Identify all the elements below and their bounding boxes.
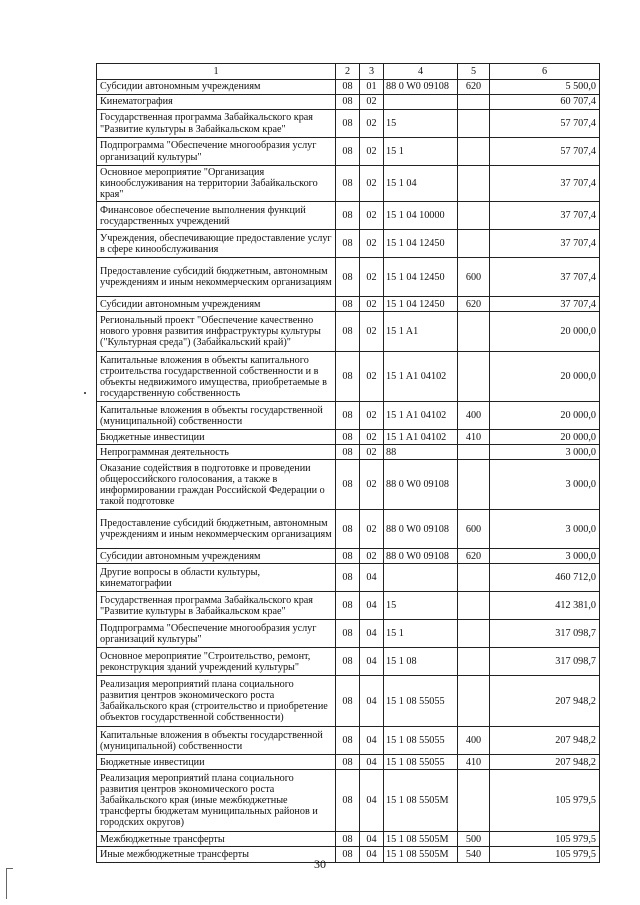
row-label: Финансовое обеспечение выполнения функций государственных учреждений — [97, 202, 336, 230]
expense-type-code — [458, 770, 490, 832]
row-label: Региональный проект "Обеспечение качественно нового уровня развития инфраструктуры культуры ("Культурная среда") (Забайкальский край)" — [97, 312, 336, 352]
amount: 207 948,2 — [490, 676, 600, 727]
table-row — [97, 110, 600, 138]
section-code: 08 — [336, 549, 360, 564]
target-article-code: 88 0 W0 09108 — [384, 549, 458, 564]
table-row — [97, 460, 600, 510]
subsection-code: 02 — [360, 510, 384, 549]
row-label: Бюджетные инвестиции — [97, 430, 336, 445]
section-code: 08 — [336, 755, 360, 770]
section-code: 08 — [336, 430, 360, 445]
page-number: 30 — [314, 857, 326, 871]
target-article-code: 15 1 04 12450 — [384, 258, 458, 297]
target-article-code: 88 — [384, 445, 458, 460]
section-code: 08 — [336, 80, 360, 95]
table-row — [97, 258, 600, 297]
target-article-code — [384, 95, 458, 110]
table-row — [97, 297, 600, 312]
expense-type-code — [458, 564, 490, 592]
amount: 3 000,0 — [490, 510, 600, 549]
header-cell: 5 — [458, 64, 490, 80]
target-article-code: 15 1 A1 04102 — [384, 402, 458, 430]
amount: 105 979,5 — [490, 847, 600, 863]
amount: 3 000,0 — [490, 549, 600, 564]
subsection-code: 04 — [360, 676, 384, 727]
section-code: 08 — [336, 847, 360, 863]
target-article-code: 15 1 04 12450 — [384, 297, 458, 312]
header-cell: 2 — [336, 64, 360, 80]
header-cell: 1 — [97, 64, 336, 80]
row-label: Другие вопросы в области культуры, кинематографии — [97, 564, 336, 592]
subsection-code: 04 — [360, 592, 384, 620]
section-code: 08 — [336, 510, 360, 549]
row-label: Капитальные вложения в объекты государственной (муниципальной) собственности — [97, 727, 336, 755]
target-article-code: 15 1 04 10000 — [384, 202, 458, 230]
row-label: Реализация мероприятий плана социального развития центров экономического роста Забайкальского края (строительство и приобретение объектов государственной собственности) — [97, 676, 336, 727]
amount: 37 707,4 — [490, 297, 600, 312]
target-article-code: 15 1 08 5505М — [384, 832, 458, 847]
subsection-code: 01 — [360, 80, 384, 95]
target-article-code: 15 — [384, 592, 458, 620]
table-row — [97, 832, 600, 847]
row-label: Иные межбюджетные трансферты — [97, 847, 336, 863]
expense-type-code — [458, 202, 490, 230]
scan-mark — [84, 392, 86, 394]
row-label: Предоставление субсидий бюджетным, автономным учреждениям и иным некоммерческим организациям — [97, 258, 336, 297]
row-label: Кинематография — [97, 95, 336, 110]
expense-type-code: 410 — [458, 430, 490, 445]
subsection-code: 02 — [360, 230, 384, 258]
expense-type-code: 600 — [458, 258, 490, 297]
section-code: 08 — [336, 297, 360, 312]
section-code: 08 — [336, 202, 360, 230]
target-article-code: 15 1 08 55055 — [384, 727, 458, 755]
subsection-code: 04 — [360, 620, 384, 648]
target-article-code: 88 0 W0 09108 — [384, 510, 458, 549]
row-label: Предоставление субсидий бюджетным, автономным учреждениям и иным некоммерческим организациям — [97, 510, 336, 549]
target-article-code: 15 1 04 — [384, 166, 458, 202]
expense-type-code — [458, 352, 490, 402]
row-label: Реализация мероприятий плана социального развития центров экономического роста Забайкальского края (иные межбюджетные трансферты бюджетам муниципальных районов и городских округов) — [97, 770, 336, 832]
table-row — [97, 230, 600, 258]
table-row — [97, 510, 600, 549]
subsection-code: 02 — [360, 138, 384, 166]
subsection-code: 04 — [360, 847, 384, 863]
target-article-code: 15 1 08 — [384, 648, 458, 676]
row-label: Субсидии автономным учреждениям — [97, 549, 336, 564]
table-row — [97, 676, 600, 727]
target-article-code: 15 1 04 12450 — [384, 230, 458, 258]
expense-type-code: 620 — [458, 80, 490, 95]
section-code: 08 — [336, 592, 360, 620]
amount: 37 707,4 — [490, 202, 600, 230]
expense-type-code: 540 — [458, 847, 490, 863]
section-code: 08 — [336, 460, 360, 510]
row-label: Государственная программа Забайкальского края "Развитие культуры в Забайкальском крае" — [97, 592, 336, 620]
row-label: Бюджетные инвестиции — [97, 755, 336, 770]
expense-type-code: 620 — [458, 297, 490, 312]
target-article-code: 15 1 08 55055 — [384, 755, 458, 770]
section-code: 08 — [336, 676, 360, 727]
section-code: 08 — [336, 95, 360, 110]
expense-type-code: 500 — [458, 832, 490, 847]
amount: 3 000,0 — [490, 460, 600, 510]
table-row — [97, 312, 600, 352]
section-code: 08 — [336, 110, 360, 138]
row-label: Капитальные вложения в объекты капитального строительства государственной собственности и в объекты недвижимого имущества, приобретаемые в государственную собственность — [97, 352, 336, 402]
amount: 20 000,0 — [490, 402, 600, 430]
subsection-code: 02 — [360, 297, 384, 312]
amount: 105 979,5 — [490, 770, 600, 832]
expense-type-code: 410 — [458, 755, 490, 770]
subsection-code: 02 — [360, 445, 384, 460]
target-article-code: 15 1 A1 — [384, 312, 458, 352]
row-label: Учреждения, обеспечивающие предоставление услуг в сфере кинообслуживания — [97, 230, 336, 258]
row-label: Основное мероприятие "Организация кинообслуживания на территории Забайкальского края" — [97, 166, 336, 202]
subsection-code: 04 — [360, 832, 384, 847]
subsection-code: 02 — [360, 352, 384, 402]
table-row — [97, 166, 600, 202]
subsection-code: 02 — [360, 312, 384, 352]
section-code: 08 — [336, 258, 360, 297]
subsection-code: 04 — [360, 770, 384, 832]
expense-type-code — [458, 166, 490, 202]
row-label: Государственная программа Забайкальского края "Развитие культуры в Забайкальском крае" — [97, 110, 336, 138]
amount: 207 948,2 — [490, 727, 600, 755]
row-label: Подпрограмма "Обеспечение многообразия услуг организаций культуры" — [97, 138, 336, 166]
table-row — [97, 430, 600, 445]
table-row — [97, 138, 600, 166]
expense-type-code — [458, 445, 490, 460]
section-code: 08 — [336, 727, 360, 755]
amount: 105 979,5 — [490, 832, 600, 847]
amount: 20 000,0 — [490, 430, 600, 445]
amount: 37 707,4 — [490, 230, 600, 258]
table-row — [97, 755, 600, 770]
row-label: Субсидии автономным учреждениям — [97, 297, 336, 312]
scan-corner-mark — [6, 868, 13, 899]
target-article-code: 88 0 W0 09108 — [384, 80, 458, 95]
amount: 57 707,4 — [490, 110, 600, 138]
table-row — [97, 648, 600, 676]
row-label: Основное мероприятие "Строительство, ремонт, реконструкция зданий учреждений культуры" — [97, 648, 336, 676]
expense-type-code — [458, 230, 490, 258]
section-code: 08 — [336, 312, 360, 352]
amount: 20 000,0 — [490, 312, 600, 352]
section-code: 08 — [336, 620, 360, 648]
expense-type-code: 620 — [458, 549, 490, 564]
target-article-code: 15 1 08 5505М — [384, 847, 458, 863]
subsection-code: 02 — [360, 549, 384, 564]
expense-type-code: 400 — [458, 727, 490, 755]
subsection-code: 04 — [360, 564, 384, 592]
subsection-code: 02 — [360, 258, 384, 297]
budget-table-container — [96, 63, 599, 863]
amount: 57 707,4 — [490, 138, 600, 166]
subsection-code: 04 — [360, 755, 384, 770]
expense-type-code — [458, 312, 490, 352]
subsection-code: 02 — [360, 95, 384, 110]
row-label: Подпрограмма "Обеспечение многообразия услуг организаций культуры" — [97, 620, 336, 648]
target-article-code: 15 1 — [384, 138, 458, 166]
target-article-code: 15 1 08 5505М — [384, 770, 458, 832]
row-label: Капитальные вложения в объекты государственной (муниципальной) собственности — [97, 402, 336, 430]
subsection-code: 02 — [360, 460, 384, 510]
table-row — [97, 202, 600, 230]
table-row — [97, 445, 600, 460]
section-code: 08 — [336, 352, 360, 402]
table-row — [97, 402, 600, 430]
target-article-code: 15 — [384, 110, 458, 138]
row-label: Межбюджетные трансферты — [97, 832, 336, 847]
amount: 60 707,4 — [490, 95, 600, 110]
expense-type-code — [458, 460, 490, 510]
table-row — [97, 770, 600, 832]
target-article-code: 15 1 A1 04102 — [384, 352, 458, 402]
subsection-code: 04 — [360, 727, 384, 755]
expense-type-code — [458, 676, 490, 727]
header-cell: 4 — [384, 64, 458, 80]
table-row — [97, 549, 600, 564]
subsection-code: 02 — [360, 202, 384, 230]
amount: 317 098,7 — [490, 648, 600, 676]
section-code: 08 — [336, 230, 360, 258]
amount: 20 000,0 — [490, 352, 600, 402]
row-label: Непрограммная деятельность — [97, 445, 336, 460]
expense-type-code — [458, 110, 490, 138]
expense-type-code — [458, 620, 490, 648]
amount: 207 948,2 — [490, 755, 600, 770]
row-label: Оказание содействия в подготовке и проведении общероссийского голосования, а также в информировании граждан Российской Федерации о такой подготовке — [97, 460, 336, 510]
section-code: 08 — [336, 138, 360, 166]
section-code: 08 — [336, 166, 360, 202]
amount: 3 000,0 — [490, 445, 600, 460]
target-article-code: 15 1 08 55055 — [384, 676, 458, 727]
expense-type-code: 400 — [458, 402, 490, 430]
subsection-code: 02 — [360, 430, 384, 445]
expense-type-code — [458, 95, 490, 110]
subsection-code: 02 — [360, 166, 384, 202]
section-code: 08 — [336, 402, 360, 430]
amount: 460 712,0 — [490, 564, 600, 592]
expense-type-code: 600 — [458, 510, 490, 549]
table-row — [97, 727, 600, 755]
target-article-code: 15 1 — [384, 620, 458, 648]
section-code: 08 — [336, 445, 360, 460]
table-header-row — [97, 64, 600, 80]
amount: 5 500,0 — [490, 80, 600, 95]
target-article-code: 88 0 W0 09108 — [384, 460, 458, 510]
table-row — [97, 592, 600, 620]
amount: 37 707,4 — [490, 166, 600, 202]
amount: 317 098,7 — [490, 620, 600, 648]
expense-type-code — [458, 648, 490, 676]
section-code: 08 — [336, 832, 360, 847]
target-article-code — [384, 564, 458, 592]
section-code: 08 — [336, 770, 360, 832]
header-cell: 6 — [490, 64, 600, 80]
table-row — [97, 95, 600, 110]
expense-type-code — [458, 138, 490, 166]
section-code: 08 — [336, 564, 360, 592]
header-cell: 3 — [360, 64, 384, 80]
budget-table — [96, 63, 600, 863]
table-row — [97, 620, 600, 648]
amount: 37 707,4 — [490, 258, 600, 297]
table-row — [97, 80, 600, 95]
expense-type-code — [458, 592, 490, 620]
subsection-code: 04 — [360, 648, 384, 676]
section-code: 08 — [336, 648, 360, 676]
amount: 412 381,0 — [490, 592, 600, 620]
subsection-code: 02 — [360, 402, 384, 430]
row-label: Субсидии автономным учреждениям — [97, 80, 336, 95]
table-row — [97, 352, 600, 402]
target-article-code: 15 1 A1 04102 — [384, 430, 458, 445]
subsection-code: 02 — [360, 110, 384, 138]
table-row — [97, 564, 600, 592]
